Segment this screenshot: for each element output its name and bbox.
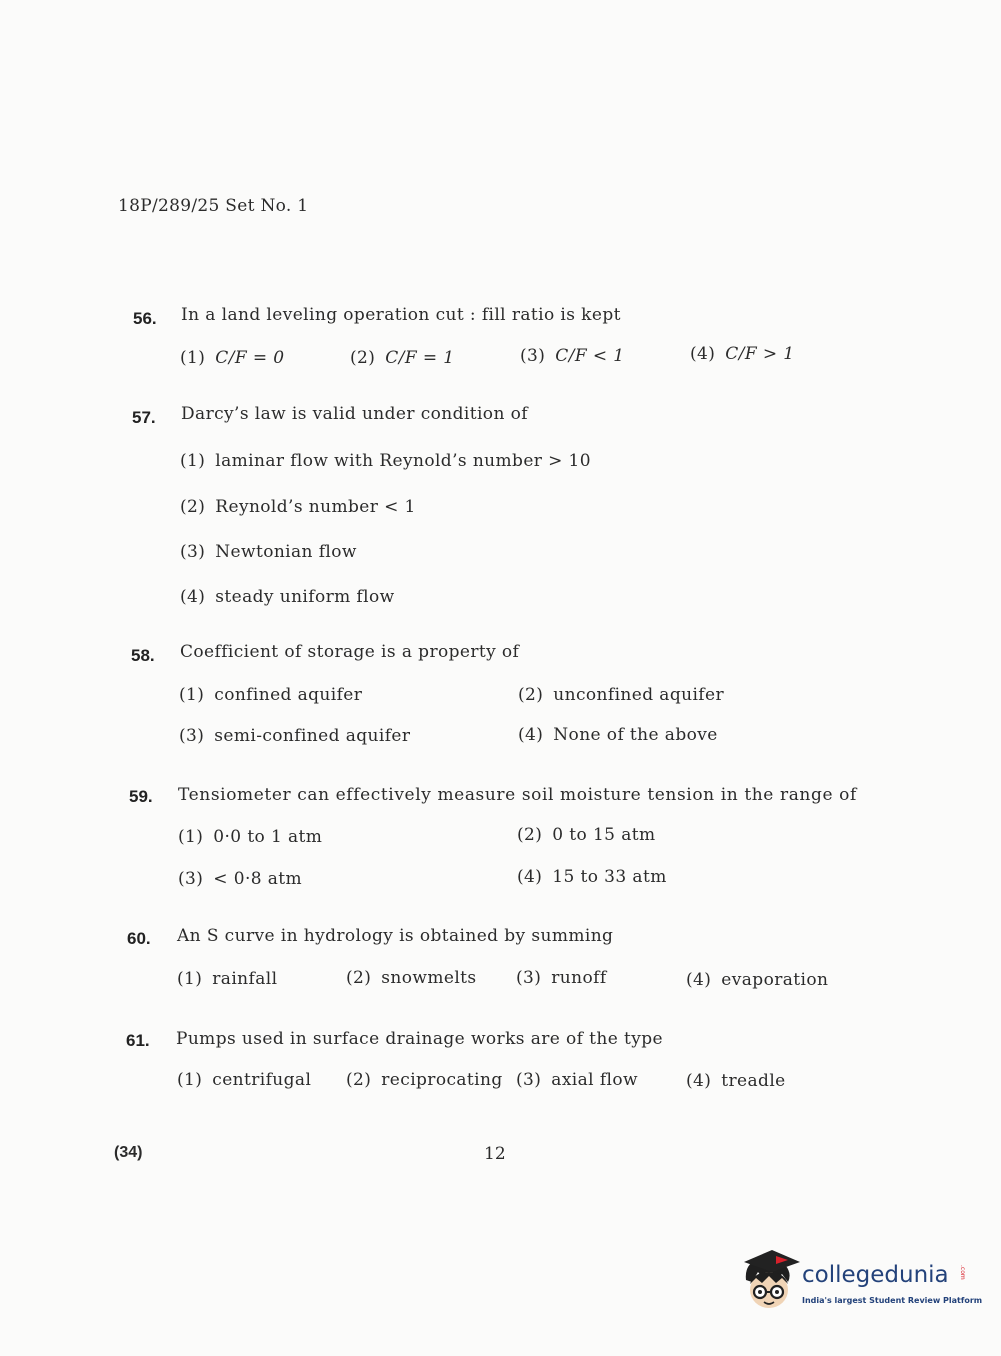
option: (3) axial flow	[516, 1070, 638, 1090]
option: (4) None of the above	[518, 725, 718, 745]
option: (4) 15 to 33 atm	[517, 867, 667, 887]
option: (1) 0·0 to 1 atm	[178, 827, 323, 847]
question-number: 59.	[129, 787, 153, 806]
option: (4) steady uniform flow	[180, 587, 395, 607]
option: (4) evaporation	[686, 970, 829, 990]
option: (3) runoff	[516, 968, 607, 988]
logo-suffix: .com	[959, 1265, 966, 1280]
option: (3) Newtonian flow	[180, 542, 357, 562]
option: (1) rainfall	[177, 969, 278, 989]
question-number: 57.	[132, 408, 156, 427]
booklet-code: (34)	[114, 1144, 143, 1161]
option: (2) C/F = 1	[350, 348, 455, 368]
question-text: An S curve in hydrology is obtained by summing	[177, 926, 614, 946]
option: (1) C/F = 0	[180, 348, 285, 368]
option: (3) semi-confined aquifer	[179, 726, 411, 746]
page-number: 12	[484, 1144, 506, 1164]
option: (2) Reynold’s number < 1	[180, 497, 416, 517]
option: (2) snowmelts	[346, 968, 477, 988]
option: (1) laminar flow with Reynold’s number > 10	[180, 451, 591, 471]
option: (2) 0 to 15 atm	[517, 825, 656, 845]
option: (4) C/F > 1	[690, 344, 795, 364]
collegedunia-logo[interactable]	[742, 1250, 983, 1314]
option: (2) unconfined aquifer	[518, 685, 724, 705]
option: (3) < 0·8 atm	[178, 869, 303, 889]
question-number: 56.	[133, 309, 157, 328]
question-number: 60.	[127, 929, 151, 948]
question-text: Coefficient of storage is a property of	[180, 642, 520, 662]
option: (4) treadle	[686, 1071, 786, 1091]
question-number: 58.	[131, 646, 155, 665]
question-text: Darcy’s law is valid under condition of	[181, 404, 528, 424]
question-text: Tensiometer can effectively measure soil moisture tension in the range of	[178, 785, 857, 805]
question-text: Pumps used in surface drainage works are of the type	[176, 1029, 663, 1049]
mascot-icon	[742, 1250, 800, 1314]
option: (1) centrifugal	[177, 1070, 312, 1090]
option: (2) reciprocating	[346, 1070, 503, 1090]
option: (3) C/F < 1	[520, 346, 625, 366]
option: (1) confined aquifer	[179, 685, 363, 705]
logo-wordmark: collegedunia	[802, 1262, 949, 1288]
logo-tagline: India's largest Student Review Platform	[802, 1296, 983, 1305]
question-number: 61.	[126, 1031, 150, 1050]
paper-code: 18P/289/25 Set No. 1	[118, 196, 309, 216]
question-text: In a land leveling operation cut : fill ratio is kept	[181, 305, 621, 325]
